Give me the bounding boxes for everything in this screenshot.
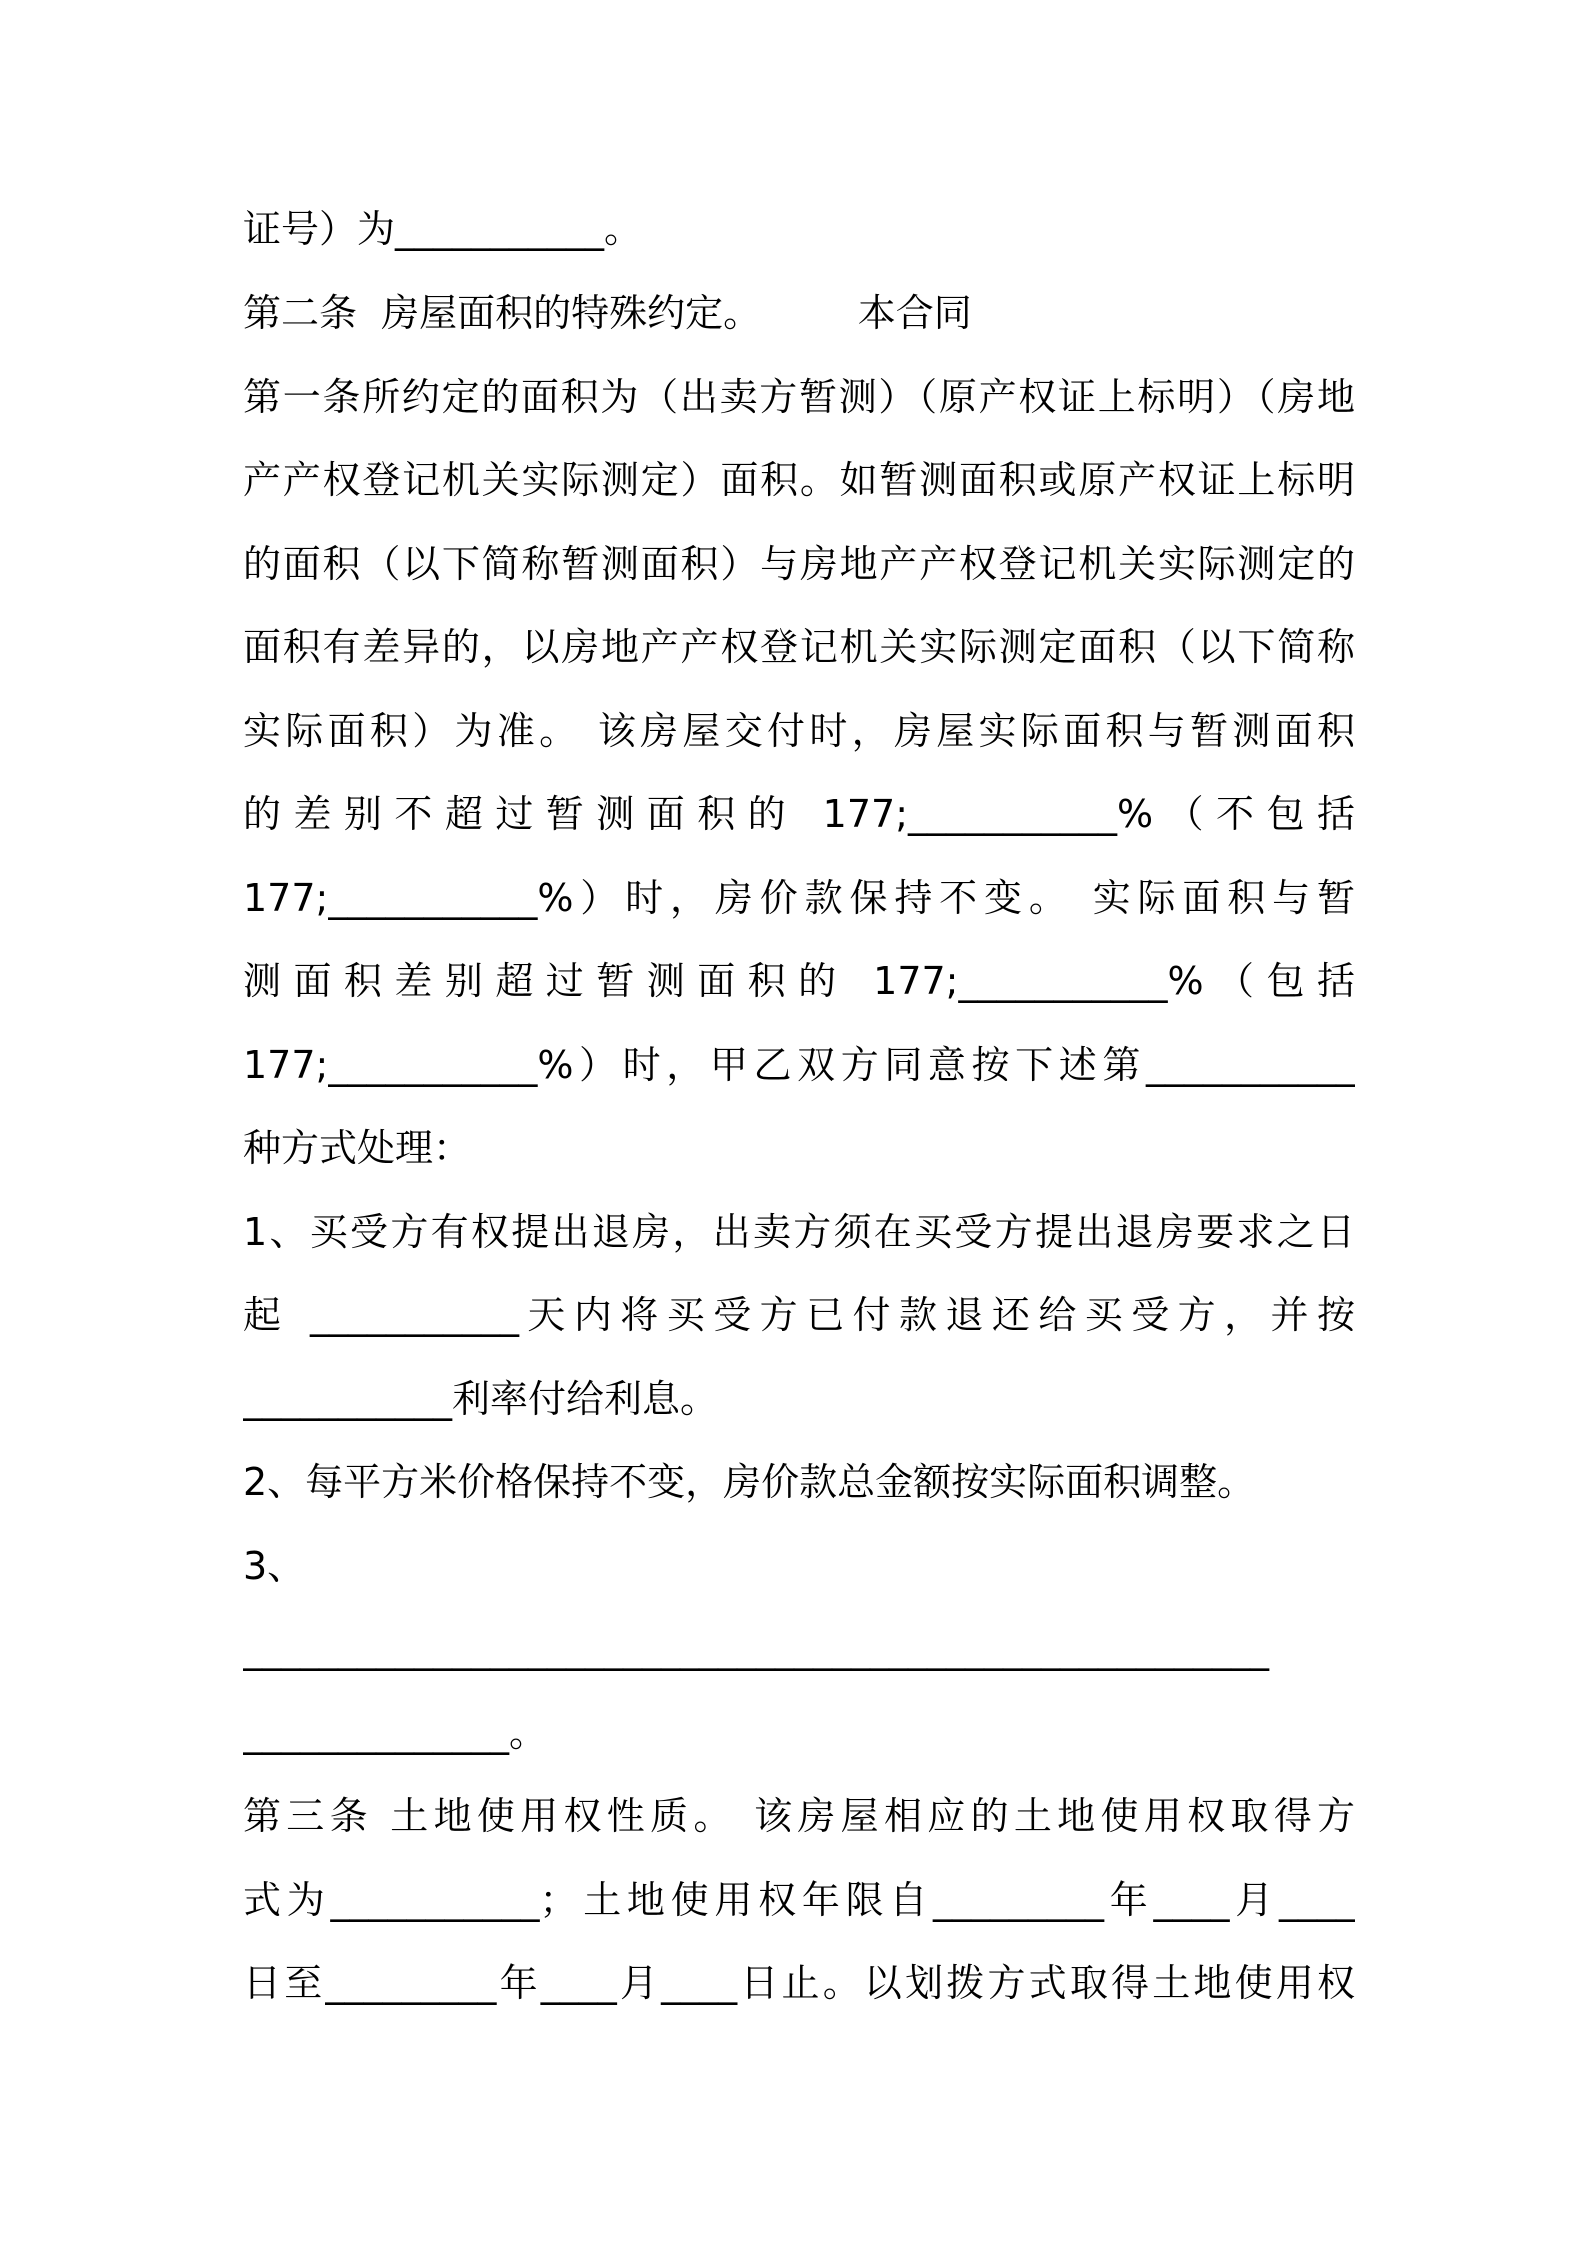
text-line: 起 ___________天内将买受方已付款退还给买受方，并按 bbox=[243, 1293, 1355, 1337]
text-line: 证号）为___________。 bbox=[243, 207, 643, 251]
text-line: 1、买受方有权提出退房，出卖方须在买受方提出退房要求之日 bbox=[243, 1210, 1355, 1254]
text-line: 实际面积）为准。 该房屋交付时，房屋实际面积与暂测面积 bbox=[243, 709, 1355, 753]
text-line: 式为___________；土地使用权年限自_________年____月____ bbox=[243, 1878, 1355, 1922]
text-line: ______________。 bbox=[243, 1711, 548, 1755]
text-line: ______________________________________________________ bbox=[243, 1627, 1269, 1671]
text-line: 177;___________%）时，甲乙双方同意按下述第___________ bbox=[243, 1043, 1355, 1087]
text-line: 2、每平方米价格保持不变，房价款总金额按实际面积调整。 bbox=[243, 1460, 1256, 1504]
text-line: 第二条 房屋面积的特殊约定。 本合同 bbox=[243, 291, 972, 335]
text-line: ___________利率付给利息。 bbox=[243, 1377, 719, 1421]
text-line: 第一条所约定的面积为（出卖方暂测）（原产权证上标明）（房地 bbox=[243, 375, 1355, 419]
text-line: 3、 bbox=[243, 1544, 306, 1588]
text-line: 产产权登记机关实际测定）面积。如暂测面积或原产权证上标明 bbox=[243, 458, 1355, 502]
text-line: 177;___________%）时，房价款保持不变。 实际面积与暂 bbox=[243, 876, 1355, 920]
text-line: 种方式处理： bbox=[243, 1126, 472, 1170]
text-line: 第三条 土地使用权性质。 该房屋相应的土地使用权取得方 bbox=[243, 1794, 1355, 1838]
text-line: 的差别不超过暂测面积的 177;___________%（不包括 bbox=[243, 792, 1355, 836]
text-line: 的面积（以下简称暂测面积）与房地产产权登记机关实际测定的 bbox=[243, 542, 1355, 586]
text-line: 面积有差异的，以房地产产权登记机关实际测定面积（以下简称 bbox=[243, 625, 1355, 669]
text-line: 测面积差别超过暂测面积的 177;___________%（包括 bbox=[243, 959, 1355, 1003]
text-line: 日至_________年____月____日止。以划拨方式取得土地使用权 bbox=[243, 1961, 1355, 2005]
